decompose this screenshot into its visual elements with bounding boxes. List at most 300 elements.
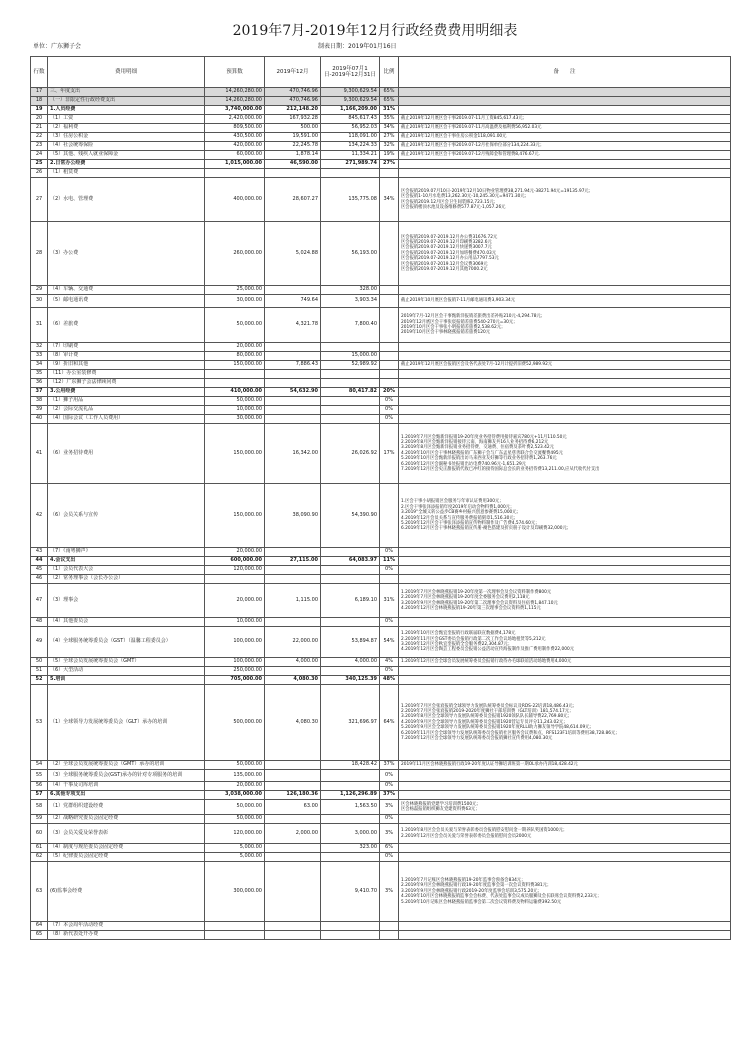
row-note — [399, 584, 731, 618]
row-number: 64 — [31, 922, 48, 931]
note-line: 2.2019年7月区会林晓燕报销19-20年度全委服务会议费用2,118元 — [401, 595, 530, 601]
row-note — [399, 575, 731, 584]
row-budget: 430,500.00 — [205, 133, 265, 142]
row-december — [265, 406, 321, 415]
row-item: （一）非限定性行政经费支出 — [48, 97, 205, 106]
row-note — [399, 676, 731, 685]
table-row — [31, 178, 731, 222]
row-ratio — [380, 484, 399, 548]
row-cumulative: 15,000.00 — [321, 352, 380, 361]
header-ratio: 比例 — [380, 57, 399, 88]
row-note — [399, 853, 731, 862]
row-item: (6)监事会经费 — [48, 862, 205, 922]
row-note — [399, 424, 731, 484]
row-cumulative: 56,193.00 — [321, 222, 380, 286]
row-note — [399, 931, 731, 940]
table-row — [31, 406, 731, 415]
row-cumulative — [321, 922, 380, 931]
row-budget: 600,000.00 — [205, 557, 265, 566]
row-item: （5）邮电通讯费 — [48, 295, 205, 308]
table-body — [31, 88, 731, 940]
note-line: 7.2019年12月区会史正甜报销代收已冲红的接待国际总会长的业务招待费13,211.00,应从代收代付支出 — [401, 466, 600, 472]
row-budget: 10,000.00 — [205, 406, 265, 415]
row-cumulative: 328.00 — [321, 286, 380, 295]
row-budget: 150,000.00 — [205, 484, 265, 548]
row-december — [265, 370, 321, 379]
row-budget: 400,000.00 — [205, 178, 265, 222]
note-line: 2019年7月-12月区会干事甄新洋报销差旅费出差补贴210元-4,294.78元； — [401, 314, 546, 320]
row-cumulative: 80,417.82 — [321, 388, 380, 397]
note-line: 6.2019年12月区会副秘书处报销出访电费740.96元-1,651.29元 — [401, 461, 526, 467]
note-line: 2019年11月区会林晓燕报销行政19-20年度认证导狮培训班第一期OL承办内训18,428.42元 — [401, 762, 578, 768]
row-number: 56 — [31, 782, 48, 791]
table-row — [31, 761, 731, 770]
row-note — [399, 142, 731, 151]
note-line: 截止2019年12月底区会干事2019.07-11月高温费及福利费56,952.03元 — [401, 125, 542, 131]
table-row — [31, 142, 731, 151]
row-budget: 50,000.00 — [205, 761, 265, 770]
row-ratio: 31% — [380, 106, 399, 115]
row-cumulative: 53,894.87 — [321, 627, 380, 658]
row-cumulative: 845,617.43 — [321, 115, 380, 124]
row-december: 46,590.00 — [265, 160, 321, 169]
table-row — [31, 295, 731, 308]
table-row — [31, 667, 731, 676]
row-ratio: 34% — [380, 178, 399, 222]
row-note — [399, 379, 731, 388]
table-header-row — [31, 57, 731, 88]
note-line: 2019年10月区会干事张小明报销差旅费2,538.62元； — [401, 325, 506, 330]
row-note — [399, 160, 731, 169]
row-item: （1）党群组织建设经费 — [48, 800, 205, 815]
row-december: 470,746.96 — [265, 97, 321, 106]
row-item: （4）干事及司库培训 — [48, 782, 205, 791]
row-december — [265, 286, 321, 295]
row-budget: 100,000.00 — [205, 627, 265, 658]
row-item: （1）租赁费 — [48, 169, 205, 178]
row-cumulative — [321, 548, 380, 557]
row-item: （9）折旧和其他 — [48, 361, 205, 370]
note-line: 区会报销2019.07-2019.12月加班餐费470.03元 — [401, 250, 497, 256]
table-row — [31, 361, 731, 370]
row-number: 37 — [31, 388, 48, 397]
row-budget: 10,000.00 — [205, 618, 265, 627]
table-row — [31, 151, 731, 160]
row-cumulative: 56,952.03 — [321, 124, 380, 133]
row-note — [399, 286, 731, 295]
row-cumulative — [321, 770, 380, 782]
row-december: 4,080.30 — [265, 676, 321, 685]
row-budget — [205, 169, 265, 178]
row-ratio: 65% — [380, 97, 399, 106]
row-ratio — [380, 286, 399, 295]
row-budget: 2,420,000.00 — [205, 115, 265, 124]
row-number: 41 — [31, 424, 48, 484]
row-note — [399, 397, 731, 406]
row-cumulative — [321, 566, 380, 575]
row-cumulative: 118,091.00 — [321, 133, 380, 142]
row-budget: 260,000.00 — [205, 222, 265, 286]
row-item: （8）新代表处开办费 — [48, 931, 205, 940]
note-line: 4.2019年9月区会全球领导力发展队统筹委员会报销1920营运专员评分11,243.02元； — [401, 719, 568, 725]
row-note — [399, 133, 731, 142]
row-item: （2）会际交流礼品 — [48, 406, 205, 415]
note-line: 1.2019年10月区会甄宜奎报销行政联届联宣数据费4,178元 — [401, 631, 516, 637]
row-number: 28 — [31, 222, 48, 286]
row-number: 50 — [31, 658, 48, 667]
row-ratio: 35% — [380, 115, 399, 124]
row-december: 126,180.36 — [265, 791, 321, 800]
row-note — [399, 484, 731, 548]
note-line: 区会林晓燕报销党建学习培训费1500元； — [401, 801, 481, 807]
row-ratio: 0% — [380, 782, 399, 791]
row-item: （6）业务招待费用 — [48, 424, 205, 484]
row-number: 26 — [31, 169, 48, 178]
table-row — [31, 222, 731, 286]
row-note — [399, 415, 731, 424]
row-item: 2.日常办公经费 — [48, 160, 205, 169]
table-row — [31, 169, 731, 178]
row-budget: 410,000.00 — [205, 388, 265, 397]
row-number: 38 — [31, 397, 48, 406]
row-number: 48 — [31, 618, 48, 627]
row-item: （2）福利费 — [48, 124, 205, 133]
table-row — [31, 133, 731, 142]
row-number: 51 — [31, 667, 48, 676]
note-line: 2.2019年8月区会甄新洋报销接待云南、海南狮友共16人业务招待费6,212元 — [401, 440, 549, 446]
header-cumulative: 2019年07月1日-2019年12月31日 — [321, 57, 380, 88]
row-number: 22 — [31, 133, 48, 142]
table-row — [31, 922, 731, 931]
row-ratio — [380, 222, 399, 286]
row-note — [399, 88, 731, 97]
row-number: 32 — [31, 343, 48, 352]
row-cumulative — [321, 169, 380, 178]
note-line: 4.2019年12月区会林晓燕报销19-20年第三次理事会会议资料费1,115元 — [401, 605, 541, 611]
table-row — [31, 484, 731, 548]
row-item: （7）印刷费 — [48, 343, 205, 352]
row-number: 20 — [31, 115, 48, 124]
row-cumulative: 52,989.92 — [321, 361, 380, 370]
row-december: 63.00 — [265, 800, 321, 815]
row-budget: 14,260,280.00 — [205, 97, 265, 106]
row-note — [399, 557, 731, 566]
row-budget — [205, 379, 265, 388]
row-cumulative: 321,696.97 — [321, 685, 380, 761]
row-item: （2）常务理事会（会长办公会） — [48, 575, 205, 584]
note-line: 1.2019年7月区会林晓燕报销19-20年度第一次理事会及会议资料制作费800元 — [401, 589, 552, 595]
row-ratio — [380, 379, 399, 388]
row-december: 54,632.90 — [265, 388, 321, 397]
row-note — [399, 548, 731, 557]
note-line: 3.2019“全城义转公益步CB赛乡村振兴创意参赛费15,000元； — [401, 510, 521, 516]
row-note — [399, 922, 731, 931]
note-line: 截止2019年12月底区会干事2019.07-12月残障金和管理费8,476.67元. — [401, 152, 541, 158]
row-item: （4）车辆、交通费 — [48, 286, 205, 295]
row-cumulative: 11,334.21 — [321, 151, 380, 160]
row-number: 19 — [31, 106, 48, 115]
row-number: 49 — [31, 627, 48, 658]
row-budget: 1,015,000.00 — [205, 160, 265, 169]
row-ratio — [380, 361, 399, 370]
note-line: 1.区会干事小胡报销区会服务与年审认证费用300元； — [401, 499, 504, 505]
note-line: 区会报销2019.07-2019.12月办公费31676.72元 — [401, 234, 498, 240]
row-december — [265, 862, 321, 922]
row-number: 63 — [31, 862, 48, 922]
row-item: （11）办公室装修费 — [48, 370, 205, 379]
row-number: 18 — [31, 97, 48, 106]
row-note — [399, 791, 731, 800]
row-december — [265, 770, 321, 782]
row-number: 33 — [31, 352, 48, 361]
row-note — [399, 658, 731, 667]
row-item: （6）差旅费 — [48, 308, 205, 343]
row-cumulative: 7,800.40 — [321, 308, 380, 343]
row-note — [399, 295, 731, 308]
row-item: 5.培训 — [48, 676, 205, 685]
row-note — [399, 685, 731, 761]
row-item: （4）全球服务统筹委员会（GST）（温馨工程委员会） — [48, 627, 205, 658]
row-item: （1）全球领导力发展统筹委员会（GLT）承办的培训 — [48, 685, 205, 761]
table-row — [31, 658, 731, 667]
row-budget: 120,000.00 — [205, 824, 265, 844]
note-line: 截止2019年12月底区会干事2019.07-11月工资845,617.43元； — [401, 116, 527, 122]
row-december — [265, 667, 321, 676]
row-december: 500.00 — [265, 124, 321, 133]
row-ratio: 37% — [380, 761, 399, 770]
note-line: 截止2019年12月底区会干事住房公积金118,091.00元 — [401, 134, 507, 140]
row-ratio: 48% — [380, 676, 399, 685]
row-number: 43 — [31, 548, 48, 557]
row-note — [399, 151, 731, 160]
row-number: 47 — [31, 584, 48, 618]
table-row — [31, 815, 731, 824]
row-ratio: 32% — [380, 142, 399, 151]
row-budget: 20,000.00 — [205, 782, 265, 791]
note-line: 1.2019年7月区会张宸报销全球领导力发展队统筹委员会标议及RDS-22培训18,486.43元； — [401, 703, 577, 709]
table-row — [31, 286, 731, 295]
row-december — [265, 397, 321, 406]
note-line: 区会报销2019.07月10日-2019年12月10日物业管理费38,271.94元-38271.94元=19135.97元； — [401, 188, 594, 194]
row-number: 21 — [31, 124, 48, 133]
row-item: （2）全球会员发展统筹委员会（GMT）承办的培训 — [48, 761, 205, 770]
header-item: 费用明细 — [48, 57, 205, 88]
row-item: （3）办公费 — [48, 222, 205, 286]
row-note — [399, 761, 731, 770]
row-number: 39 — [31, 406, 48, 415]
row-december: 4,321.78 — [265, 308, 321, 343]
row-ratio: 17% — [380, 424, 399, 484]
row-cumulative — [321, 931, 380, 940]
row-number: 40 — [31, 415, 48, 424]
row-december: 749.64 — [265, 295, 321, 308]
row-note — [399, 370, 731, 379]
row-december — [265, 761, 321, 770]
row-number: 65 — [31, 931, 48, 940]
row-note — [399, 566, 731, 575]
row-note — [399, 178, 731, 222]
table-row — [31, 676, 731, 685]
row-ratio: 3% — [380, 800, 399, 815]
note-line: 5.2019年12月区会干事张泽添报销宣传物料制作及广告费4,574.60元； — [401, 520, 540, 526]
table-row — [31, 575, 731, 584]
row-ratio: 65% — [380, 88, 399, 97]
row-ratio: 27% — [380, 133, 399, 142]
note-line: 4.2019年10月区会干事林晓燕报销广东狮子会与广东孟星慈善联合会交流餐费495元 — [401, 450, 563, 456]
note-line: 截止2019年12月底区会报销区会及各代表处7月-12月计提折旧费52,989.92元 — [401, 362, 553, 368]
row-ratio: 31% — [380, 584, 399, 618]
row-budget: 3,038,000.00 — [205, 791, 265, 800]
row-ratio: 54% — [380, 627, 399, 658]
note-line: 4.2019年10月区会林晓燕报销监事会会标费、代表处监事会议成员服狮及会长联席会议资料费2,233元； — [401, 894, 602, 900]
row-number: 44 — [31, 557, 48, 566]
note-line: 3.2019年8月区会甄新洋报销业务招待费、交通费、住宿费及茶叶费2,523.42元 — [401, 445, 554, 451]
row-note — [399, 782, 731, 791]
row-item: （7）《南粤狮声》 — [48, 548, 205, 557]
row-cumulative — [321, 618, 380, 627]
row-ratio: 0% — [380, 815, 399, 824]
table-row — [31, 88, 731, 97]
row-cumulative — [321, 406, 380, 415]
table-row — [31, 308, 731, 343]
row-cumulative — [321, 343, 380, 352]
row-item: （1）会员代表大会 — [48, 566, 205, 575]
row-ratio — [380, 931, 399, 940]
table-row — [31, 782, 731, 791]
row-cumulative: 271,989.74 — [321, 160, 380, 169]
row-item: （3）全球服务统筹委员会(GST)承办的针对专项服务的培训 — [48, 770, 205, 782]
row-ratio: 64% — [380, 685, 399, 761]
table-row — [31, 791, 731, 800]
row-december: 38,090.90 — [265, 484, 321, 548]
row-cumulative — [321, 815, 380, 824]
row-december — [265, 853, 321, 862]
row-number: 30 — [31, 295, 48, 308]
row-note — [399, 388, 731, 397]
row-budget: 60,000.00 — [205, 151, 265, 160]
row-number: 24 — [31, 151, 48, 160]
row-item: （5）全球会员发展统筹委员会（GMT） — [48, 658, 205, 667]
row-cumulative — [321, 379, 380, 388]
row-budget: 250,000.00 — [205, 667, 265, 676]
row-cumulative: 340,125.39 — [321, 676, 380, 685]
row-cumulative — [321, 782, 380, 791]
row-ratio: 0% — [380, 566, 399, 575]
row-december: 212,148.20 — [265, 106, 321, 115]
row-budget: 50,000.00 — [205, 308, 265, 343]
note-line: 截止2019年10月底区会报销7-11月邮电通讯费3,903.34元 — [401, 298, 516, 304]
row-number: 36 — [31, 379, 48, 388]
note-line: 5.2019年10月记账区会林晓燕报销监事会第二次会议资料费及物料运输费392.50元 — [401, 899, 562, 905]
row-december — [265, 844, 321, 853]
row-budget: 3,740,000.00 — [205, 106, 265, 115]
row-cumulative — [321, 415, 380, 424]
table-row — [31, 618, 731, 627]
row-cumulative: 18,428.42 — [321, 761, 380, 770]
row-budget — [205, 931, 265, 940]
row-item: （4）其他委员会 — [48, 618, 205, 627]
row-cumulative — [321, 853, 380, 862]
row-december: 27,115.00 — [265, 557, 321, 566]
row-item: 4.会议支出 — [48, 557, 205, 566]
row-budget: 20,000.00 — [205, 584, 265, 618]
table-row — [31, 853, 731, 862]
row-note — [399, 618, 731, 627]
row-december: 4,080.30 — [265, 685, 321, 761]
header-budget: 预算数 — [205, 57, 265, 88]
row-number: 34 — [31, 361, 48, 370]
row-cumulative — [321, 397, 380, 406]
row-cumulative: 323.00 — [321, 844, 380, 853]
row-number: 55 — [31, 770, 48, 782]
table-row — [31, 97, 731, 106]
row-budget: 50,000.00 — [205, 800, 265, 815]
row-december — [265, 343, 321, 352]
note-line: 1.2019年8月区会会员关爱与荣誉表彰委员会报销慰安慰问金一期养队奖国资1000元； — [401, 828, 568, 834]
row-number: 59 — [31, 815, 48, 824]
row-budget: 120,000.00 — [205, 566, 265, 575]
note-line: 1.2019年7月记账区会林晓燕报销19-20年监事会预备会834元； — [401, 878, 526, 884]
note-line: 区会报销2019.07-2019.12月印刷费3282.6元 — [401, 240, 492, 246]
row-item: 1.人员经费 — [48, 106, 205, 115]
row-budget: 20,000.00 — [205, 343, 265, 352]
row-december: 1,878.14 — [265, 151, 321, 160]
row-cumulative: 64,083.97 — [321, 557, 380, 566]
table-row — [31, 352, 731, 361]
note-line: 2.区会干事张泽添报销年度2019年启动会物料费1,000元； — [401, 504, 515, 510]
row-ratio: 4% — [380, 658, 399, 667]
row-budget: 14,260,280.00 — [205, 88, 265, 97]
note-line: 1.2019年12月区会全球会员发展统筹委员会报销行政待办毛球联谊活动场地费用4,000元 — [401, 659, 572, 665]
row-budget: 25,000.00 — [205, 286, 265, 295]
row-december: 7,886.43 — [265, 361, 321, 370]
row-december: 5,024.88 — [265, 222, 321, 286]
row-note — [399, 124, 731, 133]
row-number: 62 — [31, 853, 48, 862]
note-line: 区会报销2019.07-2019.12月其他7000.2元 — [401, 266, 488, 272]
row-number: 27 — [31, 178, 48, 222]
row-note — [399, 115, 731, 124]
row-ratio — [380, 169, 399, 178]
row-note — [399, 406, 731, 415]
row-december — [265, 931, 321, 940]
table-row — [31, 124, 731, 133]
row-ratio: 20% — [380, 388, 399, 397]
row-december — [265, 575, 321, 584]
row-number: 45 — [31, 566, 48, 575]
row-budget: 5,000.00 — [205, 844, 265, 853]
row-item: （5）纪律委员会固定经费 — [48, 853, 205, 862]
note-line: 2.2019年12月区会会员关爱与荣誉表彰委员会报销慰问会员2000元 — [401, 833, 532, 839]
row-budget — [205, 575, 265, 584]
table-row — [31, 931, 731, 940]
row-ratio: 0% — [380, 853, 399, 862]
row-cumulative — [321, 575, 380, 584]
row-cumulative: 6,189.10 — [321, 584, 380, 618]
row-december — [265, 566, 321, 575]
row-december: 28,607.27 — [265, 178, 321, 222]
row-december — [265, 379, 321, 388]
row-item: （8）审计费 — [48, 352, 205, 361]
row-note — [399, 169, 731, 178]
row-item: （4）制度与规范委员会固定经费 — [48, 844, 205, 853]
note-line: 4.2019年12月会员关系与宣传服务费报销刻章1,516.30元； — [401, 515, 518, 521]
row-item: （3）住房公积金 — [48, 133, 205, 142]
row-budget: 100,000.00 — [205, 658, 265, 667]
row-item: （6）大型活动 — [48, 667, 205, 676]
row-december — [265, 415, 321, 424]
table-row — [31, 557, 731, 566]
